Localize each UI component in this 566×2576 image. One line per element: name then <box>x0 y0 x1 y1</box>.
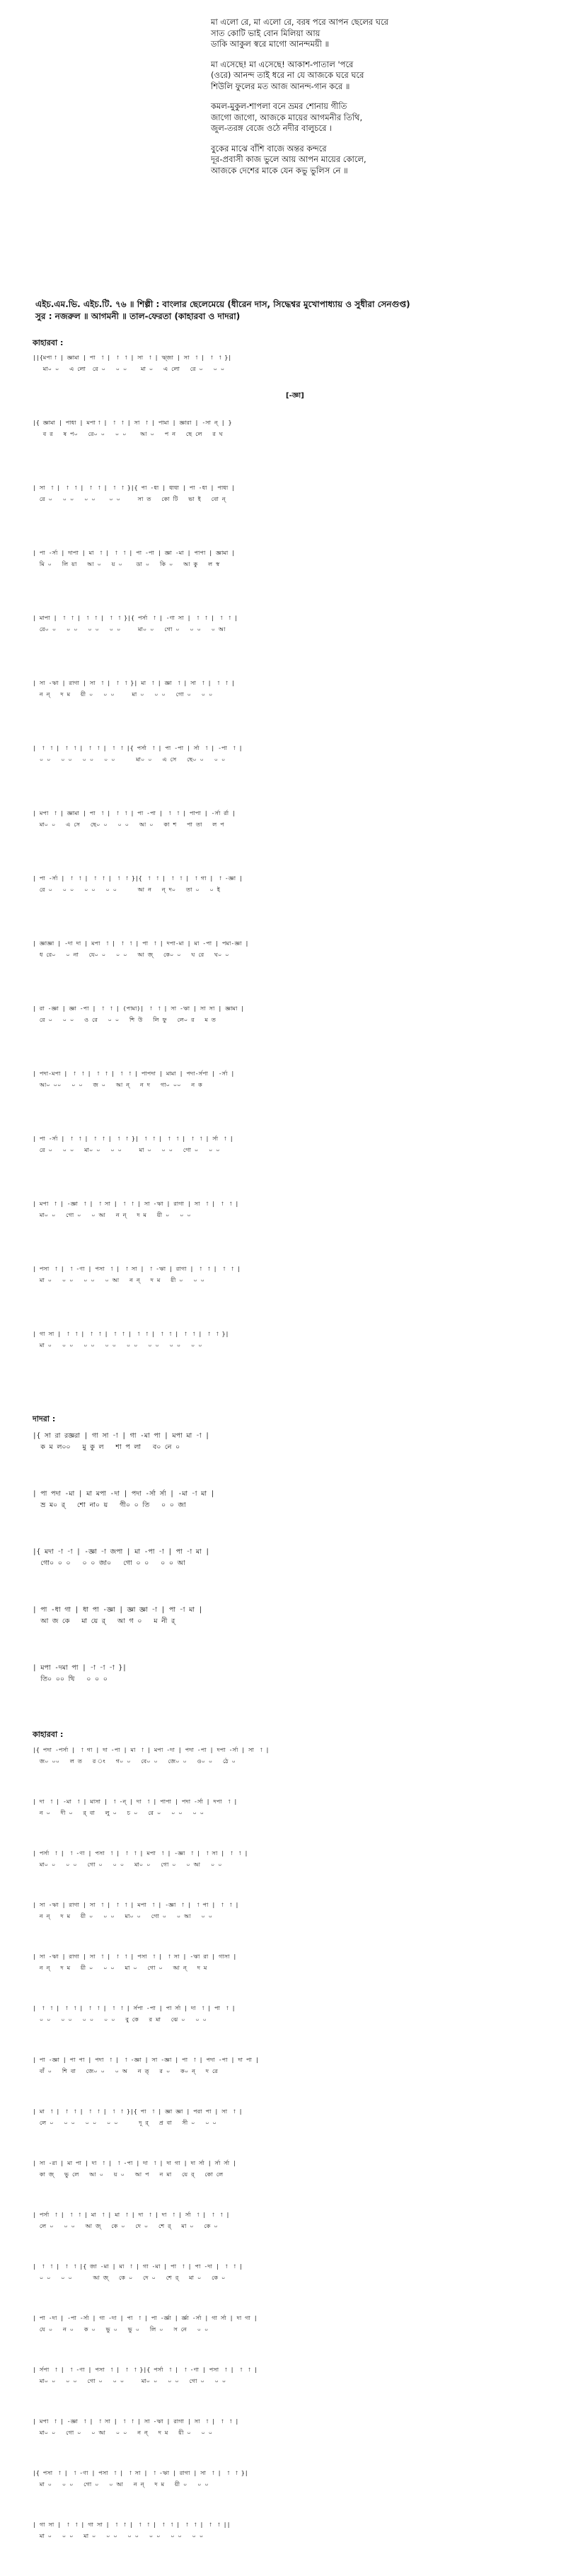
lyric-line: মা০ ০ গো ০ ০ আ ন ন্ দ ম য়ী ০ ০ ০ <box>33 1211 191 1218</box>
lyric-line: মা০ ০ ০ ০ গো ০ ০ ০ মা০ ০ গো ০ ০ আ ০ ০ <box>33 1861 222 1868</box>
notation-row <box>33 1746 542 1774</box>
swara-line: | পা -ধা গা | ধা পা -জ্ঞা | জ্ঞা জ্ঞা -া | পা -া মা | <box>33 1606 203 1614</box>
lyric-line: মা ০ ০ ০ মা ০ ০ ০ ০ ০ ০ ০ ০ ০ ০ ০ <box>33 2532 204 2539</box>
poem <box>211 17 508 185</box>
swara-line: | -া -া | -া -া | -া -া | -া -া |{ পর্সা -া | পা -পা | র্সা -া | -পা -া | <box>33 744 243 751</box>
poem-line: কমল-মুকুল-শাপলা বনে ভ্রমর শোনায় গীতি <box>211 101 347 111</box>
lyric-line: ভ্র ম০ র্ শো না০ য় গী০ ০ তি ০ ০ জা <box>33 1501 186 1509</box>
swara-line: | রা -জ্ঞা | জ্ঞা -পা | -া -া | (পামা)| -া -া | সা -ঋা | সা সা | জ্ঞামা | <box>33 1005 245 1012</box>
swara-line: | মপা -া | -জ্ঞা -া | -া সা | -া -া | সা -ঋা | রাগা | সা -া | -া -া | <box>33 1200 239 1207</box>
swara-line: | পা -জ্ঞা | পা পা | পদা -া | -া -জ্ঞা | সা -জ্ঞা | পা -া | পদা -পা | দা পা | <box>33 2056 259 2063</box>
section-label-dadra: দাদরা : <box>33 1414 56 1423</box>
notation-row <box>33 2211 542 2239</box>
poem-line: জাগো জাগো, আজকে মায়ের আগমনীর তিথি, <box>211 112 363 122</box>
swara-line: | পা -র্সা | -া -া | -া -া | -া -া }| -া -া | -া -া | -া -া | র্সা -া | <box>33 1135 233 1142</box>
swara-line: | জ্ঞাজ্ঞা | -দা দা | মপা -া | -া -া | পা -া | দপা-মা | মা -পা | পমা-জ্ঞা | <box>33 940 249 947</box>
lyric-line: তি০ ০০ থি ০ ০ ০ <box>33 1675 108 1683</box>
poem-line: আজকে দেশের মাকে যেন কভু ভুলিস নে ॥ <box>211 165 348 175</box>
poem-stanza <box>211 17 508 50</box>
swara-line: | মা -া | -া -া | -া -া | -া -া }|{ পা -া | জ্ঞা জ্ঞা | পরা পা | সা -া | <box>33 2108 243 2115</box>
notation-row <box>33 2521 542 2549</box>
notation-row <box>33 354 542 382</box>
swara-line: ||{মপা-া | জ্ঞামা | পা -া | -া -া | সা -া | ঋ্জা | সা -া | -া -া }| <box>33 354 232 361</box>
poem-stanza <box>211 59 508 93</box>
notation-row <box>33 1849 542 1878</box>
notation-row <box>33 2004 542 2033</box>
lyric-line: মা০ ০ ০ ০ গো ০ ০ ০ মা০ ০ ০ ০ গো ০ ০ ০ <box>33 2377 226 2384</box>
swara-line: | পা পদা -মা | মা মপা -দা | পদা -র্সা র্সা | -মা -া মা | <box>33 1490 215 1498</box>
swara-line: | মপা -দমা পা | -া -া -া }| <box>33 1664 127 1672</box>
poem-stanza <box>211 144 508 177</box>
notation-row <box>33 2108 542 2136</box>
swara-line: | র্সপা -া | -া -ণা | পসা -া | -া -া }|{ পর্সা -া | -া -ণা | পসা -া | -া -া | <box>33 2366 258 2373</box>
lyric-line: ক ম ল০০ মু কু ল শা প লা ব০ নে ০ <box>33 1443 180 1451</box>
lyric-line: ০ ০ ০ ০ আ জ্ কে ০ দে ০ শে র্ মা ০ কে ০ <box>33 2274 226 2281</box>
swara-line: | গা সা | -া -া | -া -া | -া -া | -া -া | -া -া | -া -া | -া -া }| <box>33 1330 229 1337</box>
swara-line: | সা -ঋা | রাগা | সা -া | -া -া | পসা -া | -া সা | -ঋা রা | গাসা | <box>33 1953 237 1960</box>
swara-line: |{ জ্ঞামা | পাধা | মপা-া | -া -া | সা -া | পামা | জ্ঞারা | -সা ন্ | } <box>33 419 232 426</box>
lyric-line: ন ন্ দ ম য়ী ০ ০ ০ মা০ ০ গো ০ ০ আ ০ ০ <box>33 1912 213 1919</box>
lyric-line: রে ০ ০ ০ ০ ০ ০ ০ সা ত কো টি ভা ই বো ন্ <box>33 495 226 502</box>
lyric-line: লে ০ ০ ০ ০ ০ ০ ০ দূ র্ প্র বা সী ০ ০ ০ <box>33 2119 216 2126</box>
notation-row <box>33 1005 542 1033</box>
notation-row <box>33 614 542 642</box>
notation-row <box>33 679 542 707</box>
swara-line: | সা -রা | মা পা | দা -া | -া -পা | দা -া | দা গা | দা র্সা | র্সা র্সা | <box>33 2159 236 2166</box>
swara-line: | -া -া | -া -া | -া -া | -া -া | র্সপা -পা | পা র্সা | দা -া | পা -া | <box>33 2004 236 2011</box>
song-meta <box>35 299 545 323</box>
swara-line: | গা সা | -া -া | গা সা | -া -া | -া -া | -া -া | -া -া | -া -া || <box>33 2521 231 2528</box>
notation-row <box>33 1953 542 1981</box>
poem-line: দূর-প্রবাসী কাজ ভুলে আয় আপন মায়ের কোলে, <box>211 154 366 164</box>
notation-row <box>33 1431 542 1459</box>
lyric-line: আ০ ০০ ০ ০ জ ০ আ ন্ ন দ গা০ ০০ ন ক <box>33 1081 202 1088</box>
notation-row <box>33 484 542 512</box>
lyric-line: মি ০ লি য়া আ ০ য় ০ ডা ০ কি ০ আ কু ল স্ব <box>33 560 220 567</box>
poem-stanza <box>211 101 508 134</box>
lyric-line: ন ০ দী ০ র্ বা লু ০ চ ০ রে ০ ০ ০ ০ ০ <box>33 1809 204 1816</box>
swara-line: | মপা -া | জ্ঞামা | পা -া | -া -া | পা -পা | -া -া | পাপা | -র্সা র্রা | <box>33 809 236 816</box>
section-label-kaharba-2: কাহারবা : <box>33 1730 64 1739</box>
poem-line: সাত কোটি ভাই বোন মিলিয়া আয় <box>211 28 320 38</box>
swara-line: | মপা -া | -জ্ঞা -া | -া সা | -া -া | সা -ঋা | রাগা | সা -া | -া -া | <box>33 2418 239 2425</box>
lyric-line: মা০ ০ এ সে ছে০ ০ ০ ০ আ ০ কা শ পা তা ল প <box>33 821 224 828</box>
swara-line: | সা -ঋা | রাগা | সা -া | -া -া | মপা -া | -জ্ঞা -া | -া পা | -া -া | <box>33 1901 239 1908</box>
swara-line: | সা -া | -া -া | -া -া | -া -া }|{ পা -ধা | ধাধা | পা -ধা | পাধা | <box>33 484 236 491</box>
lyric-line: বাঁ ০ শি বা জে০ ০ ০ অ ন ত্ র ০ ক০ ন্ দ রে <box>33 2067 218 2074</box>
poem-line: শিউলি ফুলের মত আজ আনন্দ-গান করে ॥ <box>211 81 350 91</box>
notation-row <box>33 549 542 577</box>
lyric-line: রে ০ ০ ০ ও রে ০ ০ শি উ লি ফু লে০ র ম ত <box>33 1016 216 1023</box>
meta-line-record: এইচ.এম.ভি. এইচ.টি. ৭৬ ॥ শিল্পী : বাংলার ছেলেমেয়ে (ধীরেন দাস, সিদ্ধেশ্বর মুখোপাধ্যায় ও সুধীরা সেনগুপ্ত) <box>35 299 410 309</box>
notation-row <box>33 419 542 447</box>
notation-row <box>33 2056 542 2084</box>
swara-line: | পদা-মপা | -া -া | -া -া | -া -া | পাপদা | মামা | পদা-র্সপা | -র্সা | <box>33 1070 235 1077</box>
notation-row <box>33 744 542 773</box>
lyric-line: গো০ ০ ০ ০ ০ জা০ গো ০ ০ ০ ০ আ <box>33 1559 185 1567</box>
swara-line: | পা -র্সা | দাপা | মা -া | -া -া | পা -পা | জ্ঞা -মা | পাপা | জ্ঞামা | <box>33 549 236 556</box>
lyric-line: ব র ষ প০ রে০ ০ ০ ০ আ ০ প ন ছে লে র ঘ <box>33 430 223 437</box>
lyric-line: লে ০ ০ ০ আ জ্ কে ০ দে ০ শে র্ মা ০ কে ০ <box>33 2222 218 2229</box>
lyric-line: ০ ০ ০ ০ ০ ০ ০ ০ বু কে র মা ঝে ০ ০ ০ <box>33 2016 207 2023</box>
lyric-line: কা জ্ ভু লে আ ০ য় ০ আ প ন মা য়ে র্ কো লে <box>33 2171 224 2178</box>
notation-row <box>33 1547 542 1575</box>
notation-row <box>33 2418 542 2446</box>
swara-line: |{ সা রা রজ্ঞরা | গা সা -া | গা -মা পা | মপা মা -া | <box>33 1432 209 1440</box>
swara-line: | পসা -া | -া -ণা | পসা -া | -া সা | -া -ঋা | রাগা | -া -া | -া -া | <box>33 1265 241 1272</box>
swara-line: | পা -দা | -পা -র্সা | গা -দা | পা -া | পা -র্জ্ঞা | র্জ্ঞা -র্সা | গা র্সা | দা গা | <box>33 2314 258 2321</box>
notation-row <box>33 1330 542 1358</box>
notation-row <box>33 1135 542 1163</box>
lyric-line: মা০ ০ এ লো রে ০ ০ ০ মা ০ এ লো রে ০ ০ ০ <box>33 365 225 372</box>
poem-line: বুকের মাঝে বাঁশি বাজে অন্তর কন্দরে <box>211 143 327 154</box>
lyric-line: রে ০ ০ ০ মা০ ০ ০ ০ মা ০ ০ ০ গো ০ ০ ০ <box>33 1146 220 1153</box>
lyric-line: জ০ ০০ ল ত র ং গ০ ০ বে০ ০ জে০ ০ ও০ ০ ঠে ০ <box>33 1757 236 1764</box>
swara-line: |{ পসা -া | -া -ণা | পসা -া | -া সা | -া -ঋা | রাগা | সা -া | -া -া }| <box>33 2469 248 2476</box>
notation-row <box>33 940 542 968</box>
lyric-line: রে০ ০ ০ ০ ০ ০ ০ ০ মা০ ০ গো ০ ০ ০ ০ আ <box>33 625 226 633</box>
swara-line: | মাপা | -া -া | -া -া | -া -া }|{ পর্সা -া | -ণা সা | -া -া | -া -া | <box>33 614 238 621</box>
swara-line: | -া -া | -া -া |{ জা -মা | মা -া | গা -মা | পা -া | পা -দা | -া -া | <box>33 2263 243 2270</box>
lyric-line: ন ন্ দ ম য়ী ০ ০ ০ মা ০ ০ ০ গো ০ ০ ০ <box>33 691 213 698</box>
poem-line: ডাকি আকুল স্বরে মাগো আনন্দময়ী ॥ <box>211 39 330 49</box>
lyric-line: মা ০ ০ ০ গো ০ ০ আ ন ন্ দ ম য়ী ০ ০ ০ <box>33 2480 209 2488</box>
swara-line: | পা -র্সা | -া -া | -া -া | -া -া }|{ -া -া | -া -া | -া গা | -া -জ্ঞা | <box>33 874 243 882</box>
section-label-kaharba-1: কাহারবা : <box>33 338 64 347</box>
swara-line: | দা -া | -মা -া | মাসা | -া -ন্ | দা -া | পাপা | পদা -র্সা | দপা -া | <box>33 1798 238 1805</box>
notation-row <box>33 1070 542 1098</box>
notation-row <box>33 1901 542 1929</box>
notation-row <box>33 2159 542 2188</box>
lyric-line: মা ০ ০ ০ ০ ০ ০ আ ন ন্ দ ম য়ী ০ ০ ০ <box>33 1276 204 1283</box>
notation-row <box>33 1200 542 1228</box>
notation-row <box>33 1489 542 1517</box>
swara-line: | সা -ঋা | রাগা | সা -া | -া -া }| মা -া | জ্ঞা -া | সা -া | -া -া | <box>33 679 235 686</box>
lyric-line: আ জ কে মা য়ে র্ আ গ ০ ম নী র্ <box>33 1617 175 1625</box>
notation-row <box>33 2366 542 2394</box>
lyric-line: মা০ ০ গো ০ ০ আ ০ ০ ন ন্ দ ম য়ী ০ ০ ০ <box>33 2429 213 2436</box>
lyric-line: যে ০ ন ০ ক ০ ভু ০ ভু ০ লি ০ স নে ০ ০ <box>33 2326 209 2333</box>
notation-row <box>33 1663 542 1691</box>
poem-line: মা এসেছে! মা এসেছে! আকাশ-পাতাল 'পরে <box>211 59 354 69</box>
notation-row <box>33 809 542 838</box>
lyric-line: ন ন্ দ ম য়ী ০ ০ ০ মা ০ গো ০ আ ন্ দ ম <box>33 1964 207 1971</box>
notation-row <box>33 1265 542 1293</box>
swara-line: |{ পদা -পর্সা | -া গা | দা -পা | মা -া | মপা -দা | পদা -পা | দপা -র্সা | সা -া | <box>33 1746 270 1753</box>
meta-line-tune: সুর : নজরুল ॥ আগমনী ॥ তাল-ফেরতা (কাহারবা ও দাদরা) <box>35 311 241 321</box>
notation-row <box>33 1605 542 1633</box>
notation-row <box>33 2469 542 2497</box>
notation-row <box>33 1798 542 1826</box>
swara-line: | পর্সা -া | -া -ণা | পসা -া | -া -া | মপা -া | -জ্ঞা -া | -া সা | -া -া | <box>33 1849 248 1856</box>
lyric-line: ০ ০ ০ ০ ০ ০ ০ ০ মা০ ০ এ সে ছে০ ০ ০ ০ <box>33 756 226 763</box>
poem-line: মা এলো রে, মা এলো রে, বরষ পরে আপন ছেলের ঘরে <box>211 17 388 27</box>
notation-row <box>33 2314 542 2343</box>
poem-line: জুল-তরঙ্গ বেজে ওঠে নদীর বালুচরে । <box>211 123 333 133</box>
lyric-line: ধ রে০ ০ না যে০ ০ ০ ০ আ জ্ কে০ ০ ঘ রে ঘ০ ০ <box>33 951 229 958</box>
poem-line: (ওরে) আনন্দ তাই ধরে না যে আজকে ঘরে ঘরে <box>211 70 364 80</box>
lyric-line: রে ০ ০ ০ ০ ০ ০ ০ আ ন ন্ দ০ তা ০ ০ ই <box>33 886 221 893</box>
section-mark: [-জ্ঞা] <box>286 392 304 400</box>
lyric-line: মা ০ ০ ০ ০ ০ ০ ০ ০ ০ ০ ০ ০ ০ ০ ০ <box>33 1341 202 1348</box>
swara-line: |{ মদা -া -া | -জ্ঞা -া জপা | মা -পা -া | পা -া মা | <box>33 1548 210 1556</box>
notation-row <box>33 2263 542 2291</box>
swara-line: | পর্সা -া | -া -া | মা -া | মা -া | দা -া | দা -া | র্সা -া | -া -া | <box>33 2211 230 2218</box>
notation-row <box>33 874 542 903</box>
